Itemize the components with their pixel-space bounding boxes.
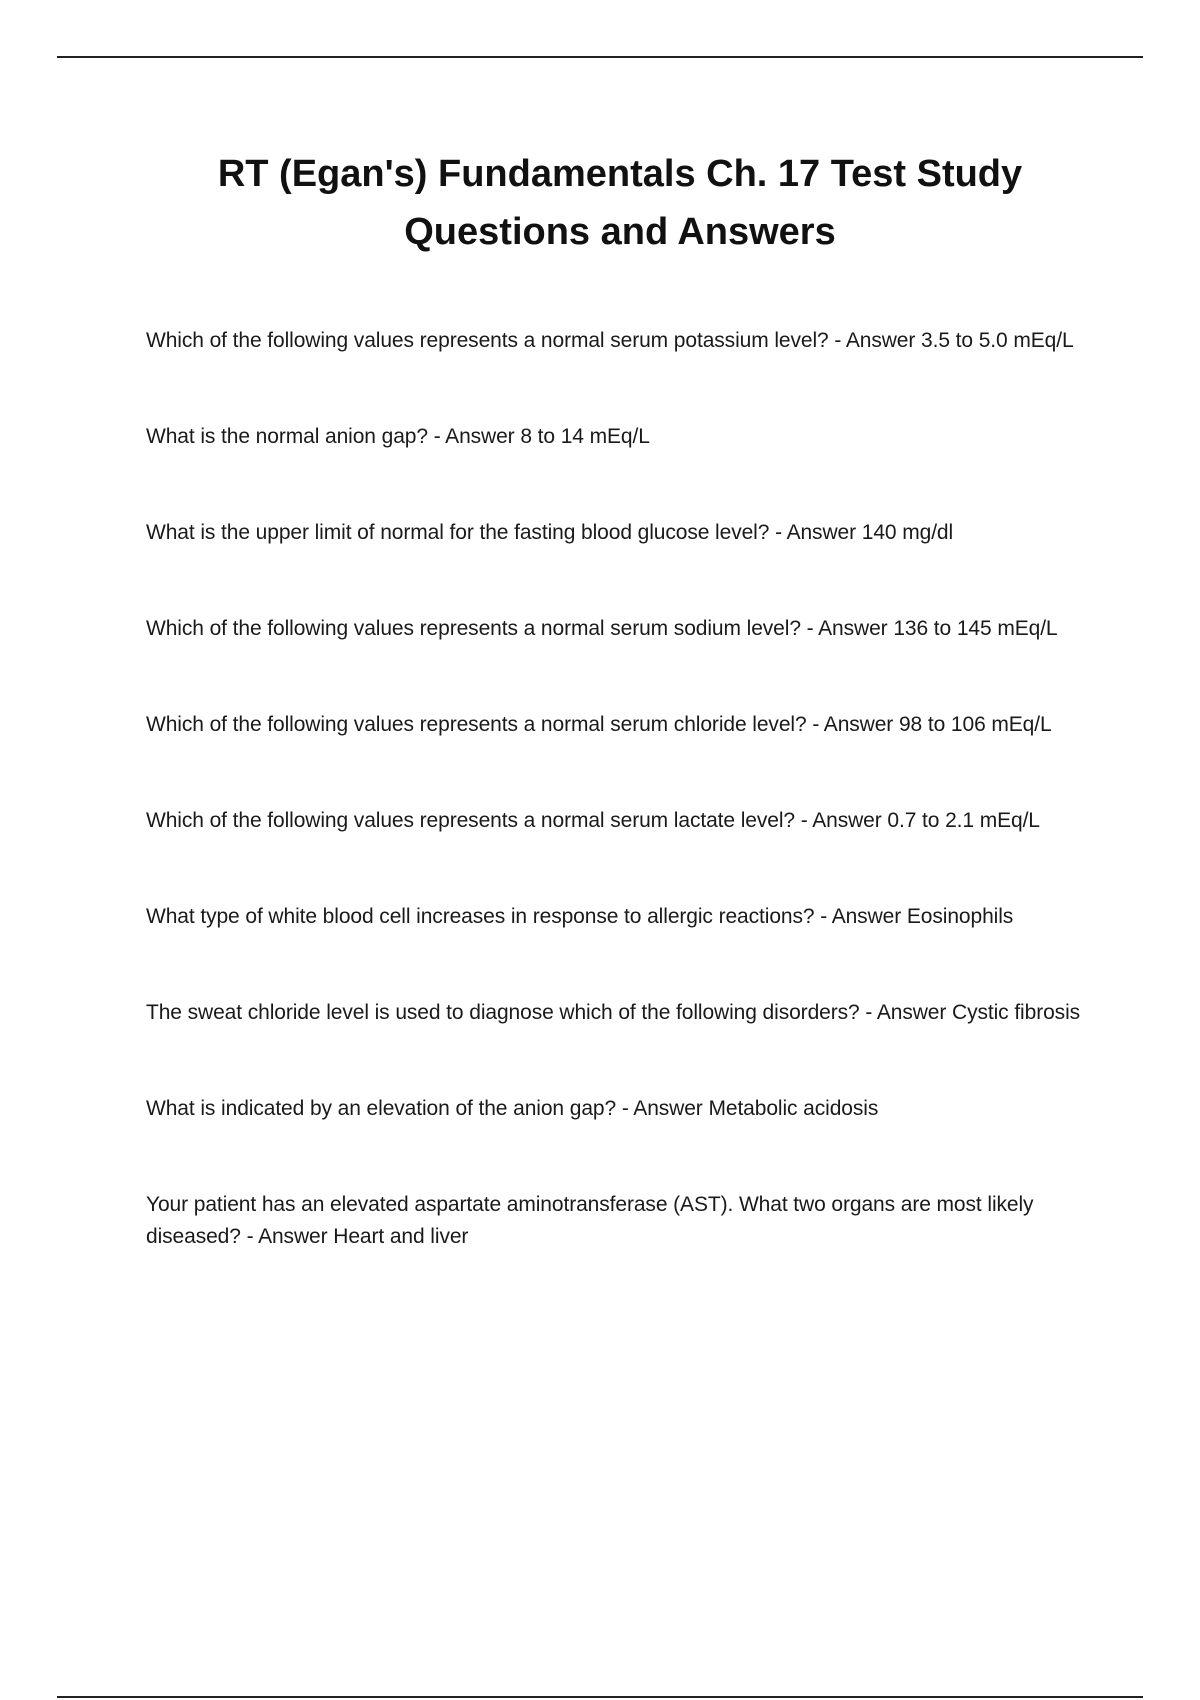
bottom-rule xyxy=(57,1696,1143,1698)
answer-prefix: - Answer xyxy=(820,905,902,928)
answer-prefix: - Answer xyxy=(433,425,515,448)
answer-text: 3.5 to 5.0 mEq/L xyxy=(921,329,1074,352)
answer-text: Cystic fibrosis xyxy=(952,1001,1081,1024)
page-title: RT (Egan's) Fundamentals Ch. 17 Test Study Questions and Answers xyxy=(217,153,1023,253)
question-text: Your patient has an elevated aspartate aminotransferase (AST). What two organs are most likely diseased? xyxy=(146,1193,1034,1248)
answer-text: 136 to 145 mEq/L xyxy=(893,617,1058,640)
qa-item xyxy=(146,901,1091,933)
question-text: The sweat chloride level is used to diagnose which of the following disorders? xyxy=(146,1001,860,1024)
question-text: What is indicated by an elevation of the anion gap? xyxy=(146,1097,617,1120)
qa-item xyxy=(146,517,1091,549)
question-text: What type of white blood cell increases in response to allergic reactions? xyxy=(146,905,815,928)
question-text: Which of the following values represents a normal serum chloride level? xyxy=(146,713,807,736)
answer-text: Heart and liver xyxy=(333,1225,469,1248)
qa-item xyxy=(146,1189,1091,1253)
answer-text: 98 to 106 mEq/L xyxy=(898,713,1052,736)
answer-text: 0.7 to 2.1 mEq/L xyxy=(887,809,1040,832)
qa-item xyxy=(146,997,1091,1029)
qa-item xyxy=(146,805,1091,837)
answer-text: Metabolic acidosis xyxy=(708,1097,879,1120)
qa-item xyxy=(146,613,1091,645)
question-text: Which of the following values represents a normal serum sodium level? xyxy=(146,617,801,640)
qa-item xyxy=(146,709,1091,741)
question-text: What is the normal anion gap? xyxy=(146,425,428,448)
answer-prefix: - Answer xyxy=(621,1097,703,1120)
question-text: Which of the following values represents a normal serum lactate level? xyxy=(146,809,795,832)
question-text: What is the upper limit of normal for the fasting blood glucose level? xyxy=(146,521,770,544)
answer-text: 8 to 14 mEq/L xyxy=(520,425,650,448)
answer-prefix: - Answer xyxy=(800,809,882,832)
answer-prefix: - Answer xyxy=(865,1001,947,1024)
qa-item xyxy=(146,421,1091,453)
question-text: Which of the following values represents a normal serum potassium level? xyxy=(146,329,829,352)
answer-text: 140 mg/dl xyxy=(861,521,954,544)
answer-prefix: - Answer xyxy=(834,329,916,352)
qa-item xyxy=(146,1093,1091,1125)
answer-prefix: - Answer xyxy=(812,713,894,736)
qa-list xyxy=(146,325,1091,1253)
answer-prefix: - Answer xyxy=(246,1225,328,1248)
answer-text: Eosinophils xyxy=(906,905,1014,928)
top-rule xyxy=(57,56,1143,58)
answer-prefix: - Answer xyxy=(806,617,888,640)
answer-prefix: - Answer xyxy=(775,521,856,544)
qa-item xyxy=(146,325,1091,357)
